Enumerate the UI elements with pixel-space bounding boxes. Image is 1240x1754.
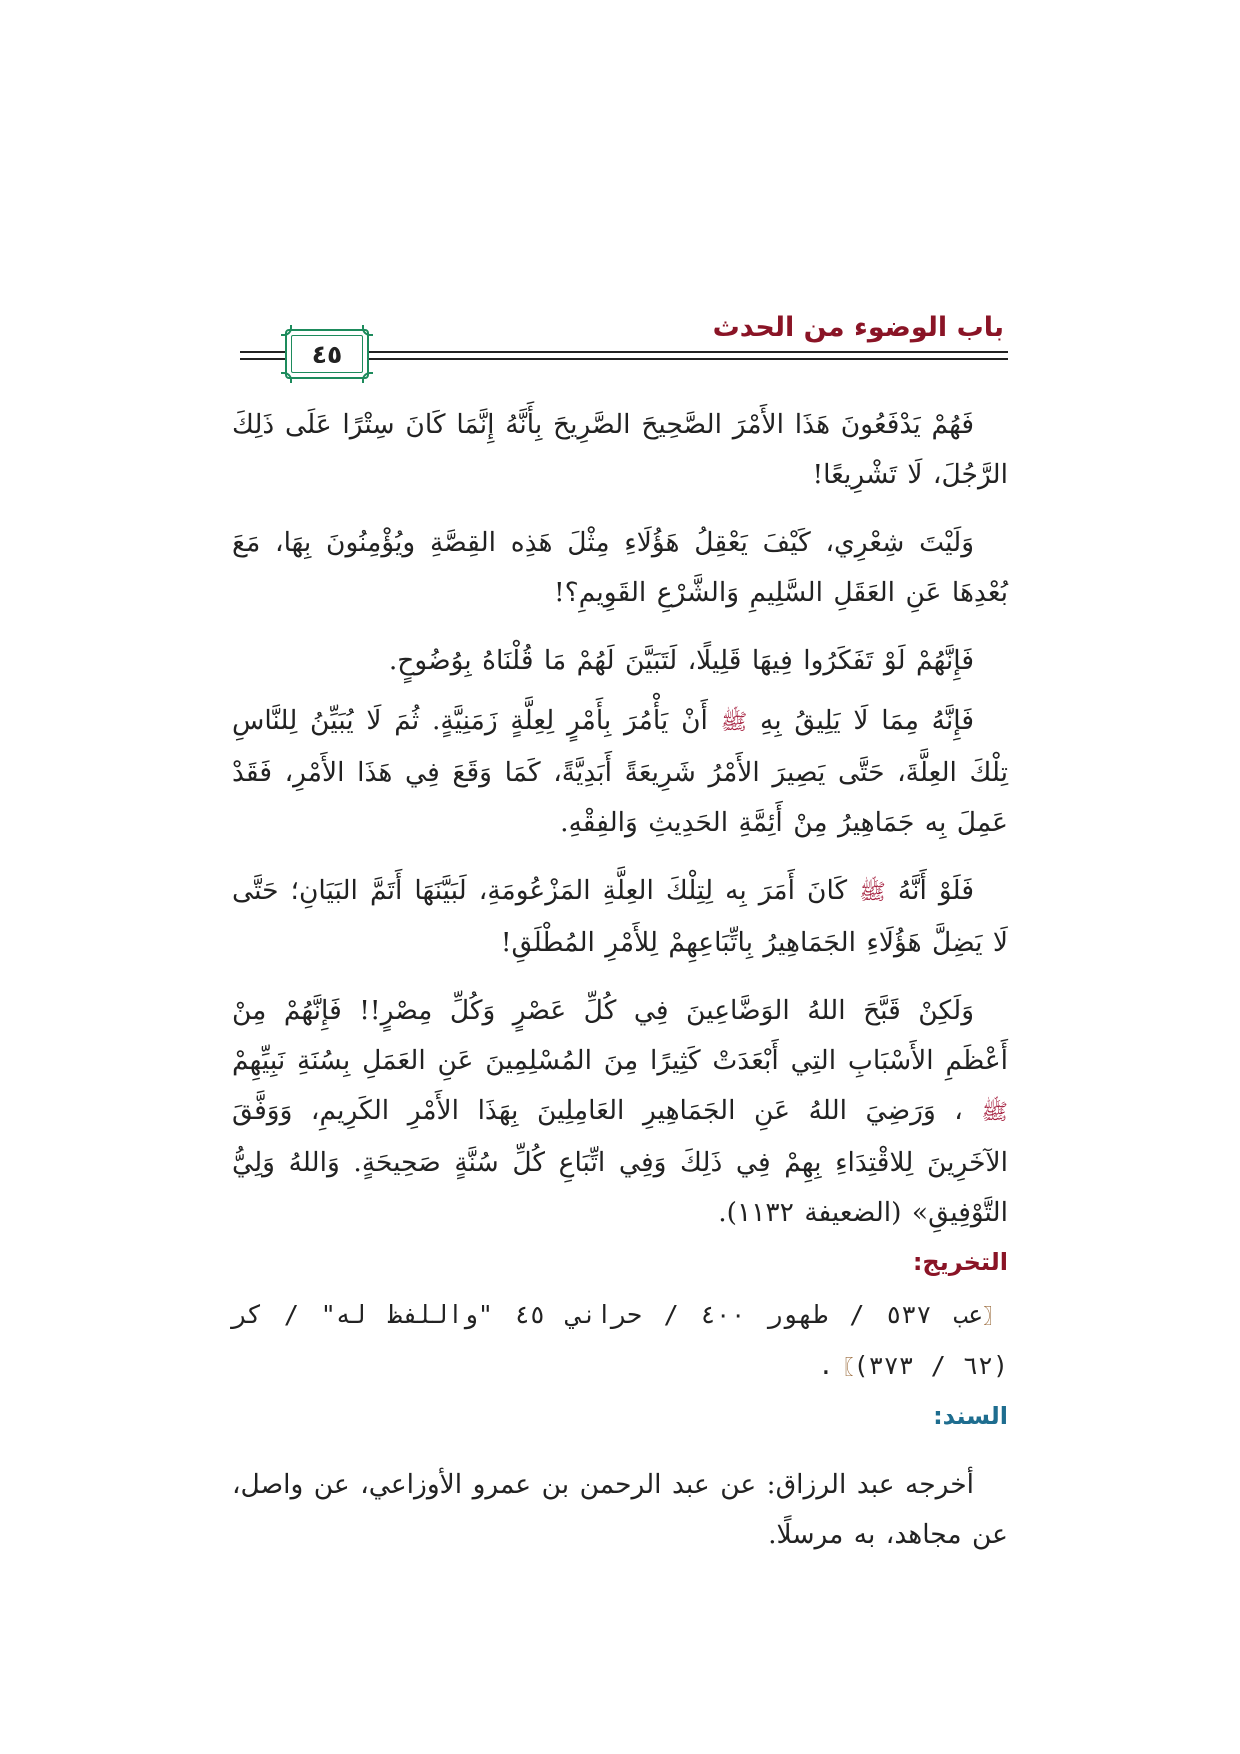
open-bracket-icon: 〖 — [983, 1304, 1009, 1328]
page-number: ٤٥ — [311, 339, 343, 369]
ornament-corner-icon — [362, 372, 373, 383]
ornament-corner-icon — [362, 325, 373, 336]
paragraph: فَإِنَّهُمْ لَوْ تَفَكَرُوا فِيهَا قَلِيلًا، لَتَبَيَّنَ لَهُمْ مَا قُلْنَاهُ بِوُضُوحٍ. — [388, 645, 974, 676]
close-bracket-icon: 〗 — [833, 1355, 854, 1379]
paragraph: وَلَيْتَ شِعْرِي، كَيْفَ يَعْقِلُ هَؤُلَاءِ مِثْلَ هَذِه القِصَّةِ ويُؤْمِنُونَ بِهَا، مَعَ بُعْدِهَا عَنِ العَقَلِ السَّلِيمِ وَالشَّرْعِ القَوِيمِ؟! — [232, 527, 1008, 608]
paragraph — [232, 866, 1008, 968]
paragraph — [232, 986, 1008, 1238]
sanad-text: أخرجه عبد الرزاق: عن عبد الرحمن بن عمرو الأوزاعي، عن واصل، عن مجاهد، به مرسلًا. — [232, 1469, 1008, 1550]
paragraph-text: أَنْ يَأْمُرَ بِأَمْرٍ لِعِلَّةٍ زَمَنِيَّةٍ. ثُمَ لَا يُبَيِّنُ لِلنَّاسِ تِلْكَ العِلَّةَ، حَتَّى يَصِيرَ الأَمْرُ شَرِيعَةً أَبَدِيَّةً، كَمَا وَقَعَ فِي هَذَا الأَمْرِ، فَقَدْ عَمِلَ بِه جَمَاهِيرُ مِنْ أَئِمَّةِ الحَدِيثِ وَالفِقْهِ. — [232, 705, 1008, 838]
running-title: باب الوضوء من الحدث — [712, 312, 1004, 343]
takhrij-text — [232, 1290, 1008, 1392]
page-body — [232, 400, 1008, 1578]
paragraph-text: وَلَكِنْ قَبَّحَ اللهُ الوَضَّاعِينَ فِي كُلِّ عَصْرٍ وَكُلِّ مِصْرٍ!! فَإِنَّهُمْ مِنْ أَعْظَمِ الأَسْبَابِ التِي أَبْعَدَتْ كَثِيرًا مِنَ المُسْلِمِينَ عَنِ العَمَلِ بِسُنَةِ نَبِيِّهِمْ — [232, 995, 1008, 1076]
paragraph — [232, 696, 1008, 848]
takhrij-end: . — [818, 1351, 834, 1380]
paragraph-text: كَانَ أَمَرَ بِه لِتِلْكَ العِلَّةِ المَزْعُومَةِ، لَبَيَّنَهَا أَتَمَّ البَيَانِ؛ حَتَّى لَا يَضِلَّ هَؤُلَاءِ الجَمَاهِيرُ بِاتِّبَاعِهِمْ لِلأَمْرِ المُطْلَقِ! — [232, 875, 1008, 958]
takhrij-refs: عب ٥٣٧ / طهور ٤٠٠ / حراني ٤٥ "واللفظ له" / كر (٦٢ / ٣٧٣) — [232, 1300, 1008, 1380]
ornament-corner-icon — [281, 325, 292, 336]
header-rule — [372, 351, 1008, 353]
page-number-frame — [285, 329, 369, 379]
paragraph-text: ، وَرَضِيَ اللهُ عَنِ الجَمَاهِيرِ العَامِلِينَ بِهَذَا الأَمْرِ الكَرِيمِ، وَوَفَّقَ الآخَرِينَ لِلاقْتِدَاءِ بِهِمْ فِي ذَلِكَ وَفِي اتِّبَاعِ كُلِّ سُنَّةٍ صَحِيحَةٍ. وَاللهُ وَلِيُّ التَّوْفِيقِ» (الضعيفة ١١٣٢). — [232, 1095, 1008, 1228]
takhrij-heading: التخريج: — [912, 1248, 1008, 1276]
ornament-corner-icon — [281, 372, 292, 383]
salawat-symbol-icon: ﷺ — [981, 1100, 1008, 1125]
salawat-symbol-icon: ﷺ — [720, 710, 748, 735]
header-rule — [372, 358, 1008, 360]
sanad-heading: السند: — [933, 1402, 1008, 1430]
salawat-symbol-icon: ﷺ — [859, 880, 886, 905]
paragraph: فَهُمْ يَدْفَعُونَ هَذَا الأَمْرَ الصَّحِيحَ الصَّرِيحَ بِأَنَّهُ إِنَّمَا كَانَ سِتْرًا عَلَى ذَلِكَ الرَّجُلَ، لَا تَشْرِيعًا! — [232, 409, 1008, 490]
paragraph-text: فَلَوْ أَنَّهُ — [897, 875, 975, 906]
paragraph-text: فَإِنَّهُ مِمَا لَا يَلِيقُ بِهِ — [760, 705, 974, 736]
